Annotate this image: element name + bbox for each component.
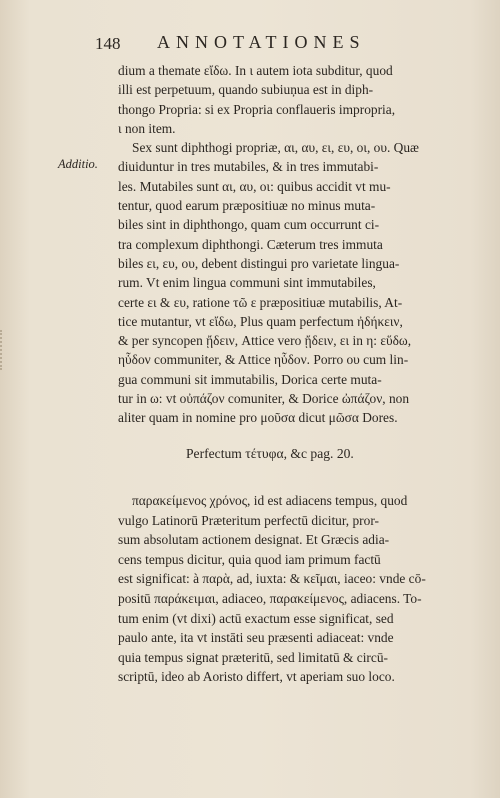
text-line: biles sint in diphthongo, quam cum occurrunt ci- [118,217,380,233]
page-number: 148 [95,34,121,53]
section-heading: Perfectum τέτυφα, &c pag. 20. [186,446,354,461]
text-line: ηὗδον communiter, & Attice ηὗδον. Porro ου cum lin- [118,352,409,368]
text-line: gua communi sit immutabilis, Dorica certe muta- [118,371,382,387]
text-line: παρακείμενος χρόνος, id est adiacens tempus, quod [132,493,408,508]
text-line: tentur, quod earum præpositiuæ no minus muta- [118,198,376,214]
text-line: vulgo Latinorū Præteritum perfectū dicitur, pror- [118,512,379,528]
binding-stitch-marks [0,330,12,370]
text-line: ι non item. [118,120,176,136]
text-line: les. Mutabiles sunt αι, αυ, οι: quibus accidit vt mu- [118,178,391,194]
text-line: tice mutantur, vt εἴδω, Plus quam perfectum ἠδήκειν, [118,313,403,329]
text-line: quia tempus signat præteritū, sed limitatū & circū- [118,649,388,665]
text-line: dium a themate εἴδω. In ι autem iota subditur, quod [118,63,393,78]
text-line: aliter quam in nomine pro μοῦσα dicut μῶσα Dores. [118,410,398,426]
text-line: tum enim (vt dixi) actū exactum esse significat, sed [118,610,394,626]
text-line: tur in ω: vt οὐπάζον comuniter, & Dorice ὠπάζον, non [118,391,410,407]
text-line: positū παράκειμαι, adiaceo, παρακείμενος, adiacens. To- [118,590,422,606]
text-line: tra complexum diphthongi. Cæterum tres immuta [118,236,383,252]
text-line: cens tempus dicitur, quia quod iam primum factū [118,551,381,567]
margin-note: Additio. [58,157,98,171]
text-line: diuiduntur in tres mutabiles, & in tres immutabi- [118,159,379,175]
page-header [95,24,395,54]
text-line: est significat: à παρὰ, ad, iuxta: & κεῖμαι, iaceo: vnde cō- [118,571,426,587]
text-line: & per syncopen ᾔδειν, Attice vero ᾔδειν, ει in η: εὕδω, [118,333,412,349]
text-line: Sex sunt diphthogi propriæ, αι, αυ, ει, ευ, οι, ου. Quæ [132,140,419,156]
text-line: rum. Vt enim lingua communi sint immutabiles, [118,275,376,291]
text-line: scriptū, ideo ab Aoristo differt, vt aperiam suo loco. [118,669,395,685]
body-text [118,61,473,428]
body-text-2 [118,491,473,687]
text-line: illi est perpetuum, quando subiuņua est in diph- [118,82,374,98]
running-title: ANNOTATIONES [157,32,366,52]
text-line: sum absolutam actionem designat. Et Græcis adia- [118,532,390,548]
text-line: certe ει & ευ, ratione τῶ ε præpositiuæ mutabilis, At- [118,294,403,310]
text-line: biles ει, ευ, ου, debent distingui pro varietate lingua- [118,255,400,271]
text-line: thongo Propria: si ex Propria conflaueris impropria, [118,101,396,117]
text-line: paulo ante, ita vt instāti seu præsenti adiaceat: vnde [118,630,394,646]
